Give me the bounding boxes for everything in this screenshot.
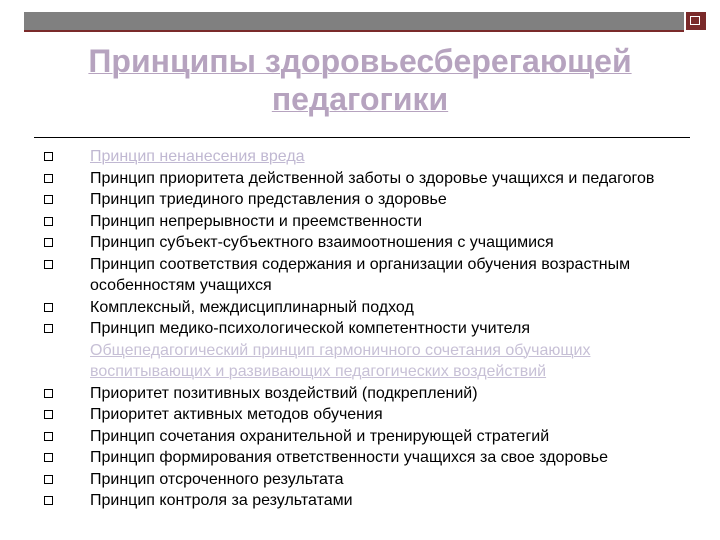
list-item-text: Принцип сочетания охранительной и тренирующей стратегий bbox=[90, 427, 550, 445]
list-item bbox=[44, 469, 694, 491]
list-item bbox=[44, 318, 694, 340]
list-item bbox=[44, 490, 694, 512]
list-item bbox=[44, 383, 694, 405]
checkbox-bullet-icon bbox=[44, 432, 53, 441]
list-item bbox=[44, 297, 694, 319]
list-item-text: Принцип приоритета действенной заботы о здоровье учащихся и педагогов bbox=[90, 169, 655, 187]
list-item-text: Принцип ненанесения вреда bbox=[90, 148, 305, 165]
checkbox-bullet-icon bbox=[44, 475, 53, 484]
list-item-text: Принцип контроля за результатами bbox=[90, 492, 353, 509]
checkbox-bullet-icon bbox=[44, 238, 53, 247]
checkbox-bullet-icon bbox=[44, 217, 53, 226]
list-item-text: Приоритет активных методов обучения bbox=[90, 406, 383, 423]
list-item-text: Приоритет позитивных воздействий (подкреплений) bbox=[90, 384, 478, 402]
header-bar bbox=[24, 12, 684, 30]
checkbox-bullet-icon bbox=[44, 389, 53, 398]
checkbox-bullet-icon bbox=[44, 453, 53, 462]
list-item-text: Принцип триединого представления о здоровье bbox=[90, 191, 447, 208]
list-item-text: Комплексный, междисциплинарный подход bbox=[90, 298, 414, 316]
checkbox-bullet-icon bbox=[44, 152, 53, 161]
list-item-text: Принцип субъект-субъектного взаимоотношения с учащимися bbox=[90, 234, 554, 251]
list-item bbox=[44, 404, 694, 426]
list-item-text: Принцип формирования ответственности учащихся за свое здоровье bbox=[90, 449, 608, 466]
checkbox-bullet-icon bbox=[44, 174, 53, 183]
list-item-text: Принцип отсроченного результата bbox=[90, 470, 344, 488]
principles-list bbox=[44, 146, 694, 512]
header-accent-line bbox=[24, 30, 684, 32]
list-item bbox=[44, 211, 694, 233]
list-item bbox=[44, 146, 694, 168]
list-item bbox=[44, 189, 694, 211]
list-item-text: Принцип медико-психологической компетентности учителя bbox=[90, 320, 531, 337]
corner-square-icon bbox=[686, 12, 706, 30]
list-item bbox=[44, 168, 694, 190]
checkbox-bullet-icon bbox=[44, 195, 53, 204]
checkbox-bullet-icon bbox=[44, 303, 53, 312]
list-item bbox=[44, 447, 694, 469]
list-item-text: Общепедагогический принцип гармоничного сочетания обучающих воспитывающих и развивающих педагогических воздействий bbox=[90, 341, 591, 380]
list-item bbox=[44, 426, 694, 448]
checkbox-bullet-icon bbox=[44, 496, 53, 505]
checkbox-bullet-icon bbox=[44, 324, 53, 333]
checkbox-bullet-icon bbox=[44, 410, 53, 419]
list-item-text: Принцип непрерывности и преемственности bbox=[90, 212, 423, 230]
title-divider bbox=[34, 137, 690, 138]
list-item bbox=[44, 340, 694, 383]
slide-title: Принципы здоровьесберегающей педагогики bbox=[88, 43, 632, 117]
list-item-text: Принцип соответствия содержания и организации обучения возрастным особенностям учащихся bbox=[90, 255, 631, 294]
list-item bbox=[44, 254, 694, 297]
checkbox-bullet-icon bbox=[44, 260, 53, 269]
list-item bbox=[44, 232, 694, 254]
